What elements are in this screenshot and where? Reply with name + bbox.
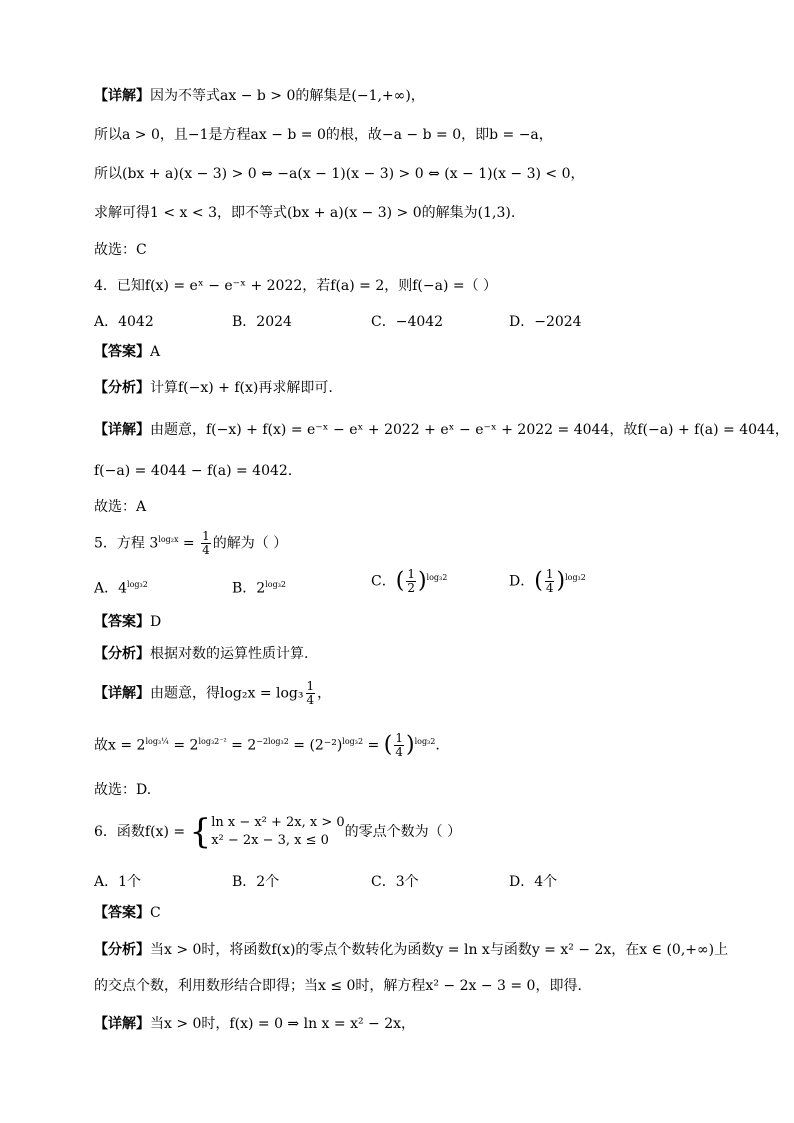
case-1: ln x − x² + 2x, x > 0 [211,815,345,830]
fraction-denominator: 2 [407,581,415,596]
case-2: x² − 2x − 3, x ≤ 0 [211,833,329,848]
option-exponent: log₃2 [265,580,286,589]
q6-analysis-1 [94,940,728,960]
q6-stem-tail: 的零点个数为（ ） [344,824,462,840]
expr-part: = 2 [168,737,199,754]
analysis-text: 计算f(−x) + f(x)再求解即可. [150,380,333,396]
q5-option-d [509,568,586,595]
detail-tail: ， [317,685,332,702]
q5-detail-1 [94,680,331,707]
detail-label: 【详解】 [94,88,150,104]
analysis-text: 根据对数的运算性质计算. [150,646,309,662]
option-label: D． [509,573,535,590]
q6-detail-1 [94,1014,415,1034]
q6-stem-head: 6．函数f(x) = [94,824,190,840]
analysis-label: 【分析】 [94,942,150,958]
fraction-denominator: 4 [306,693,315,707]
fraction-denominator: 4 [395,745,403,760]
fraction-numerator: 1 [306,679,315,693]
option-fraction [545,568,555,595]
expr-part: = 2 [226,737,257,754]
right-paren: ) [556,568,566,594]
option-exponent: log₃2 [127,580,148,589]
detail-text: 由题意，得log₂x = log₃ [150,685,304,702]
left-paren: ( [395,568,405,594]
detail-line-2: 所以a > 0，且−1是方程ax − b = 0的根，故−a − b = 0，即b = −a， [94,127,553,143]
option-exponent: log₃2 [426,573,448,582]
q4-option-d: D．−2024 [509,314,582,330]
q4-answer [94,342,160,362]
expr-exponent: −2log₃2 [256,737,289,746]
analysis-text: 当x > 0时，将函数f(x)的零点个数转化为函数y = ln x与函数y = x² − 2x，在x ∈ (0,+∞)上 [150,942,729,958]
fraction-numerator: 1 [395,731,403,746]
q5-stem-tail: 的解为（ ） [212,535,288,552]
q6-answer [94,903,161,923]
detail-line-4: 求解可得1 < x < 3，即不等式(bx + a)(x − 3) > 0的解集为(1,3). [94,205,516,221]
expr-part: 故x = 2 [94,737,146,754]
detail-label: 【详解】 [94,1016,150,1032]
right-paren: ) [417,568,427,594]
analysis-label: 【分析】 [94,646,150,662]
q6-analysis-2: 的交点个数，利用数形结合即得；当x ≤ 0时，解方程x² − 2x − 3 = 0，即得. [94,978,582,994]
q5-stem-fraction [201,530,211,557]
fraction-denominator: 4 [202,543,210,558]
q4-option-c: C．−4042 [371,314,444,330]
option-base: B．2 [232,580,266,597]
expr-exponent: log₃2 [414,737,436,746]
q4-stem: 4．已知f(x) = eˣ − e⁻ˣ + 2022，若f(a) = 2，则f(−a) =（ ） [94,278,498,294]
q5-option-c [371,568,447,595]
detail-label: 【详解】 [94,422,150,438]
expr-fraction [394,732,404,759]
detail-text: 当x > 0时，f(x) = 0 ⇒ ln x = x² − 2x， [150,1016,416,1032]
expr-part: = [363,737,384,754]
q5-select: 故选：D. [94,782,152,798]
expr-exponent: log₃2 [342,737,364,746]
fraction-denominator: 4 [545,581,554,596]
option-base: A．4 [94,580,128,597]
detail-text-1: 因为不等式ax − b > 0的解集是(−1,+∞)， [150,88,425,104]
piecewise-cases [211,814,344,850]
q6-option-b: B．2个 [232,874,280,890]
answer-value: D [150,614,162,630]
answer-value: A [150,344,161,360]
q6-stem [94,814,461,850]
detail-text: 由题意，f(−x) + f(x) = e⁻ˣ − eˣ + 2022 + eˣ − e⁻ˣ + 2022 = 4044，故f(−a) + f(a) = 4044， [150,422,789,438]
q5-stem-eq: = [178,535,200,552]
detail-fraction [306,680,316,707]
q6-option-c: C．3个 [371,874,419,890]
q5-answer [94,612,161,632]
q4-option-b: B．2024 [232,314,292,330]
cases-brace: { [189,812,212,852]
answer-label: 【答案】 [94,614,150,630]
fraction-numerator: 1 [407,567,415,582]
fraction-numerator: 1 [545,567,554,582]
q6-option-d: D．4个 [509,874,558,890]
right-paren: ) [405,732,415,758]
q5-analysis [94,644,308,664]
q5-stem [94,530,287,557]
answer-value: C [150,905,161,921]
option-label: C． [371,573,396,590]
detail-label: 【详解】 [94,685,150,702]
q5-detail-2 [94,732,440,759]
left-paren: ( [534,568,543,594]
q4-select: 故选：A [94,499,147,515]
expr-part: = (2⁻²) [288,737,343,754]
expr-exponent: log₃¼ [145,737,169,746]
option-exponent: log₃2 [565,573,586,582]
expr-exponent: log₃2⁻² [198,737,227,746]
analysis-label: 【分析】 [94,380,150,396]
answer-label: 【答案】 [94,905,150,921]
q5-option-b [232,575,286,599]
q4-option-a: A．4042 [94,314,154,330]
fraction-numerator: 1 [202,529,210,544]
q4-detail-2: f(−a) = 4044 − f(a) = 4042. [94,463,293,479]
q5-stem-base: 5．方程 3 [94,535,159,552]
q4-analysis [94,378,333,398]
q5-option-a [94,575,148,599]
q4-detail-1 [94,420,789,440]
detail-line-1 [94,86,425,106]
detail-line-3: 所以(bx + a)(x − 3) > 0 ⇔ −a(x − 1)(x − 3) > 0 ⇔ (x − 1)(x − 3) < 0， [94,166,585,182]
q5-stem-exponent: log₂x [158,535,179,544]
q6-option-a: A．1个 [94,874,142,890]
left-paren: ( [383,732,393,758]
answer-label: 【答案】 [94,344,150,360]
expr-part: . [435,737,440,754]
option-fraction [406,568,416,595]
select-answer-prev: 故选：C [94,242,147,258]
